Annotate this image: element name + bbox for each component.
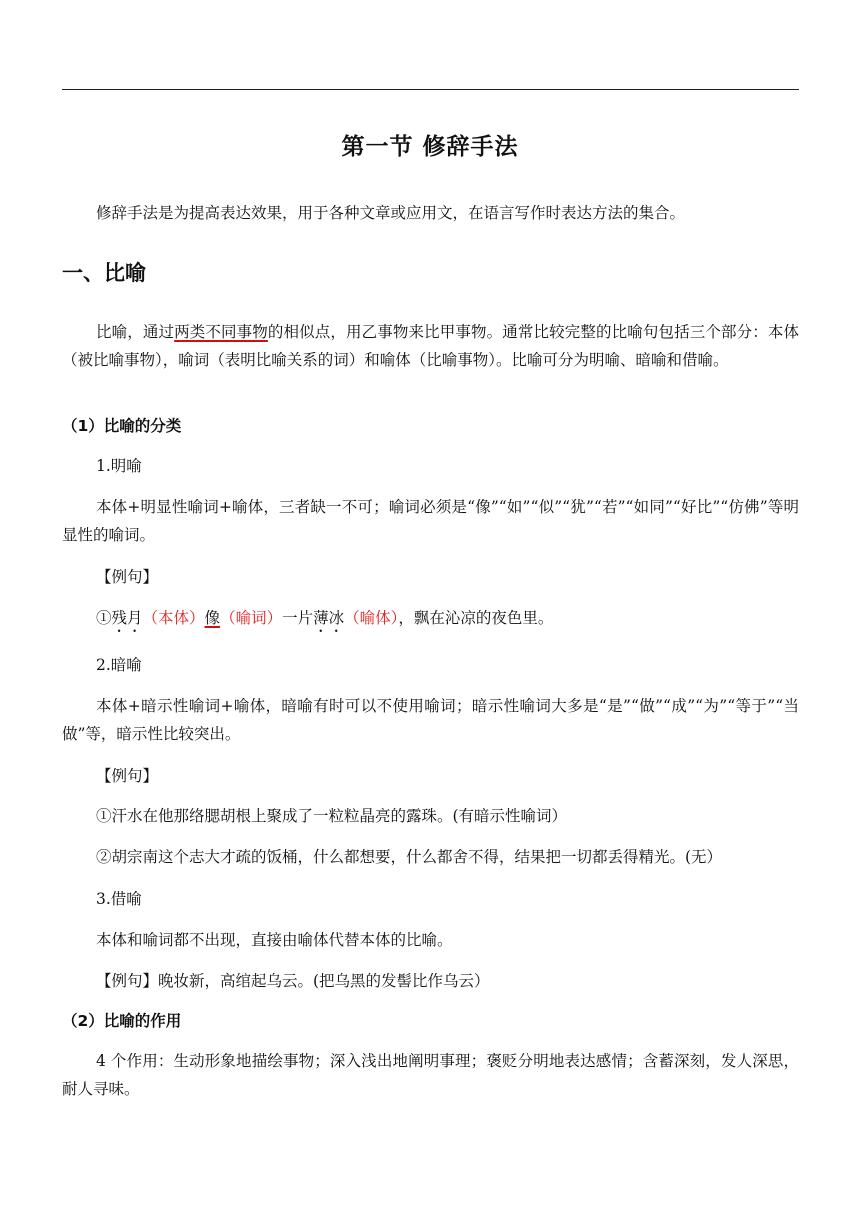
- metonymy-title: 3.借喻: [96, 890, 142, 908]
- metonymy-example: 【例句】晚妆新，高绾起乌云。(把乌黑的发髻比作乌云）: [96, 972, 490, 990]
- metaphor-example-label: 【例句】: [96, 767, 159, 785]
- example-number: ①: [96, 609, 112, 627]
- comparator-tag: （喻词）: [220, 609, 283, 627]
- metonymy-description: 本体和喻词都不出现，直接由喻体代替本体的比喻。: [96, 931, 453, 949]
- definition-text-start: 比喻，通过: [96, 323, 175, 341]
- metaphor-example-1: ①汗水在他那络腮胡根上聚成了一粒粒晶亮的露珠。(有暗示性喻词）: [96, 807, 568, 825]
- simile-example: [96, 604, 553, 636]
- tenor-tag: （本体）: [142, 609, 205, 627]
- simile-title: 1.明喻: [96, 457, 142, 475]
- header-rule: [62, 89, 799, 90]
- page-title: 第一节 修辞手法: [341, 134, 519, 160]
- metaphor-example-2: ②胡宗南这个志大才疏的饭桶，什么都想要，什么都舍不得，结果把一切都丢得精光。(无）: [96, 848, 723, 866]
- function-description: 4 个作用：生动形象地描绘事物；深入浅出地阐明事理；褒贬分明地表达感情；含蓄深刻，发人深思，耐人寻味。: [62, 1052, 799, 1098]
- metaphor-definition: [62, 318, 799, 374]
- definition-text-end: 的相似点，用乙事物来比甲事物。通常比较完整的比喻句包括三个部分：本体（被比喻事物），喻词（表明比喻关系的词）和喻体（比喻事物）。比喻可分为明喻、暗喻和借喻。: [62, 323, 799, 369]
- metaphor-title: 2.暗喻: [96, 656, 142, 674]
- section-heading-metaphor: 一、比喻: [62, 261, 146, 285]
- vehicle-prefix: 一片: [282, 609, 314, 627]
- vehicle-tag: （喻体）: [344, 609, 399, 627]
- intro-paragraph: 修辞手法是为提高表达效果，用于各种文章或应用文，在语言写作时表达方法的集合。: [96, 204, 686, 222]
- comparator-word: 像: [204, 609, 221, 627]
- subheading-classification: （1）比喻的分类: [62, 417, 182, 435]
- simile-example-label: 【例句】: [96, 568, 159, 586]
- vehicle-word: 薄冰: [313, 609, 345, 627]
- tenor-word: 残月: [111, 609, 143, 627]
- metaphor-description: 本体+暗示性喻词+喻体，暗喻有时可以不使用喻词；暗示性喻词大多是“是”“做”“成”“为”“等于”“当做”等，暗示性比较突出。: [62, 697, 799, 743]
- subheading-function: （2）比喻的作用: [62, 1012, 182, 1030]
- simile-description: 本体+明显性喻词+喻体，三者缺一不可；喻词必须是“像”“如”“似”“犹”“若”“如同”“好比”“仿佛”等明显性的喻词。: [62, 498, 799, 544]
- underlined-phrase: 两类不同事物: [174, 323, 268, 341]
- example-rest: ，飘在沁凉的夜色里。: [398, 609, 554, 627]
